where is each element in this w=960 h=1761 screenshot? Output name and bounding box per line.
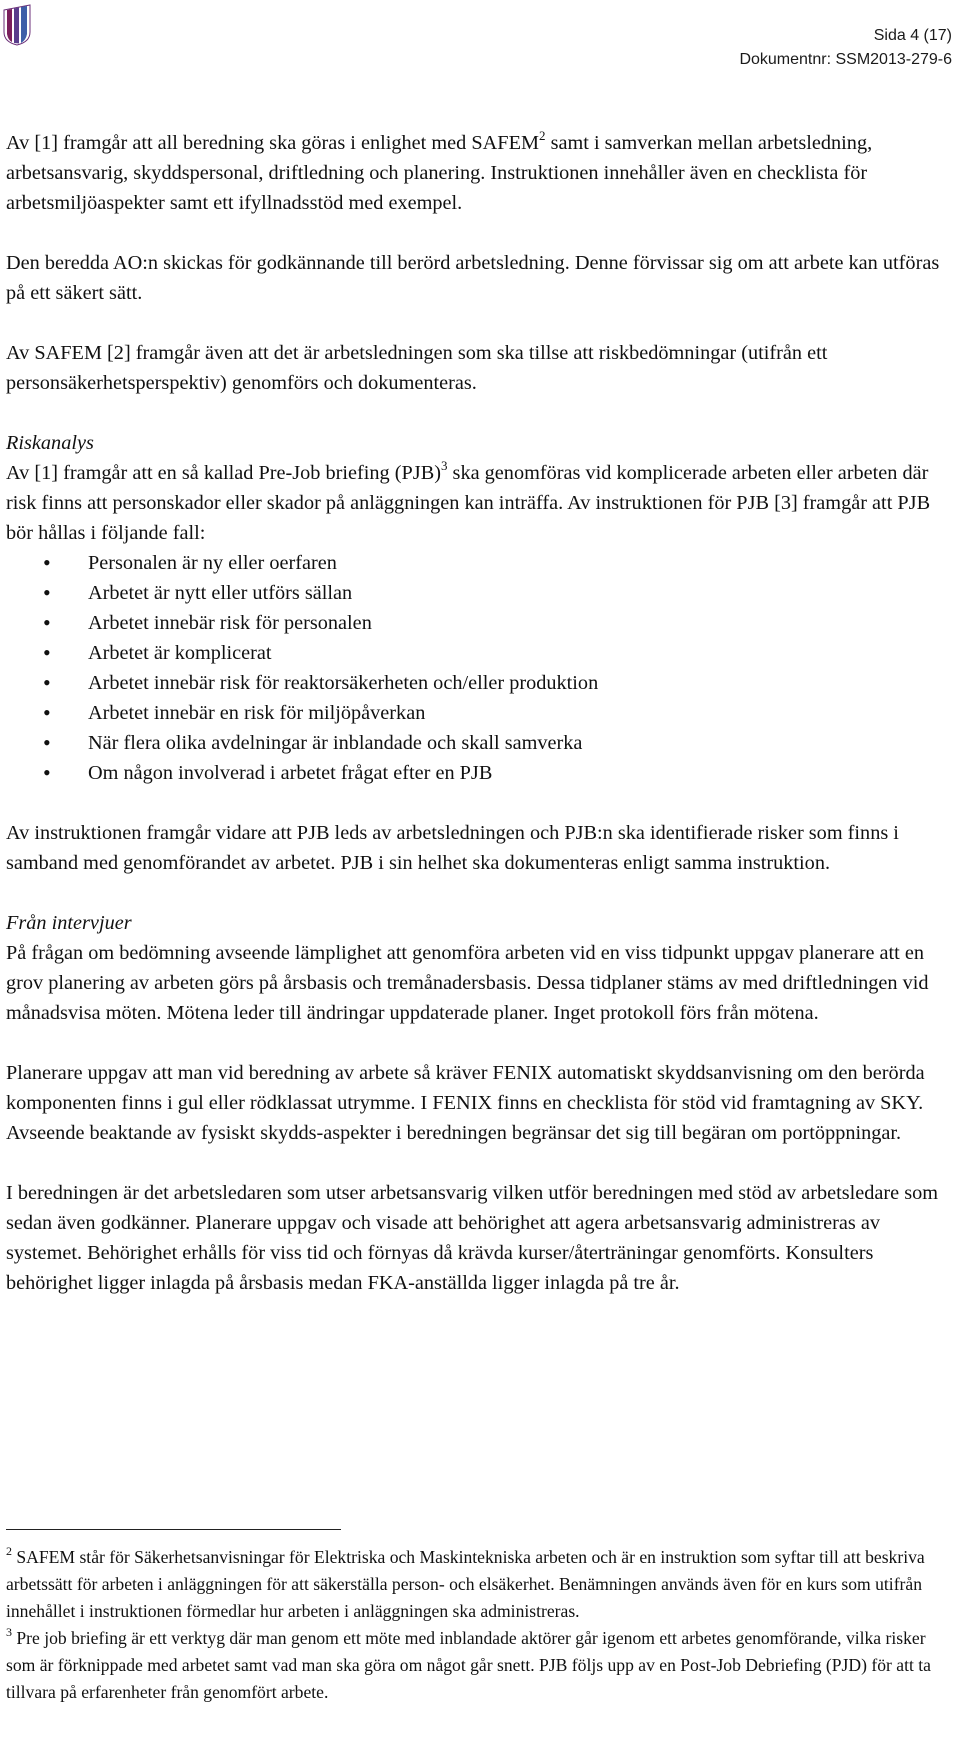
paragraph-planning: På frågan om bedömning avseende lämplighet att genomföra arbeten vid en viss tidpunkt uppgav planerare att en grov planering av arbeten görs på årsbasis och tremånadersbasis. Dessa tidplaner stäms av med driftledningen vid månadsvisa möten. Mötena leder till ändringar uppdaterade planer. Inget protokoll förs från mötena. <box>6 942 929 1024</box>
list-item: • När flera olika avdelningar är inblandade och skall samverka <box>6 728 946 758</box>
footnote-ref-3[interactable]: 3 <box>440 458 448 474</box>
paragraph-pjb-leadership: Av instruktionen framgår vidare att PJB leds av arbetsledningen och PJB:n ska identifierade risker som finns i samband med genomförandet av arbetet. PJB i sin helhet ska dokumenteras enligt samma instruktion. <box>6 822 899 874</box>
paragraph-safem-intro: Av [1] framgår att all beredning ska göras i enlighet med SAFEM$^2$ samt i samverkan mellan arbetsledning, arbetsansvarig, skyddspersonal, driftledning och planering. Instruktionen innehåller även en checklista för arbetsmiljöaspekter samt ett ifyllnadsstöd med exempel. <box>6 128 873 214</box>
document-body <box>6 128 946 1298</box>
paragraph-pjb: Av [1] framgår att en så kallad Pre-Job briefing (PJB)$^3$ ska genomföras vid komplicerade arbeten eller arbeten där risk finns att personskador eller skador på anläggningen kan inträffa. Av instruktionen för PJB [3] framgår att PJB bör hållas i följande fall: <box>6 458 931 544</box>
paragraph-fenix: Planerare uppgav att man vid beredning av arbete så kräver FENIX automatiskt skyddsanvisning om den berörda komponenten finns i gul eller rödklassat utrymme. I FENIX finns en checklista för stöd vid framtagning av SKY. Avseende beaktande av fysiskt skydds-aspekter i beredningen begränsar det sig till begäran om portöppningar. <box>6 1062 925 1144</box>
footnote-3: $^3$ Pre job briefing är ett verktyg där man genom ett möte med inblandade aktörer går igenom ett arbetes genomförande, vilka risker som är förknippade med arbetet samt vad man ska göra om något går snett. PJB följs upp av en Post-Job Debriefing (PJD) för att ta tillvara på erfarenheter från genomfört arbete. <box>6 1625 931 1702</box>
footnote-mark: 2 <box>6 1544 12 1559</box>
list-item: • Arbetet innebär risk för reaktorsäkerheten och/eller produktion <box>6 668 946 698</box>
footnote-2: $^2$ SAFEM står för Säkerhetsanvisningar för Elektriska och Maskintekniska arbeten och är en instruktion som syftar till att beskriva arbetssätt för arbeten i anläggningen för att säkerställa person- och elsäkerhet. Benämningen används även för en kurs som utifrån innehållet i instruktionen förmedlar hur arbeten i anläggningen ska administreras. <box>6 1544 925 1621</box>
pjb-conditions-list <box>6 548 946 788</box>
list-item: • Om någon involverad i arbetet frågat efter en PJB <box>6 758 946 788</box>
footnote-mark: 3 <box>6 1625 12 1640</box>
page-header <box>739 24 952 72</box>
section-heading-interviews: Från intervjuer <box>6 912 132 934</box>
footnotes <box>6 1544 941 1706</box>
page-number: Sida 4 (17) <box>873 27 952 44</box>
section-heading-riskanalys: Riskanalys <box>6 432 94 454</box>
list-item: • Arbetet innebär risk för personalen <box>6 608 946 638</box>
list-item: • Arbetet är nytt eller utförs sällan <box>6 578 946 608</box>
document-number: Dokumentnr: SSM2013-279-6 <box>739 51 952 68</box>
footnote-separator <box>6 1529 341 1530</box>
list-item: • Arbetet är komplicerat <box>6 638 946 668</box>
footnote-ref-2[interactable]: 2 <box>539 128 546 144</box>
list-item: • Personalen är ny eller oerfaren <box>6 548 946 578</box>
paragraph-approval: Den beredda AO:n skickas för godkännande till berörd arbetsledning. Denne förvissar sig om att arbete kan utföras på ett säkert sätt. <box>6 252 940 304</box>
striped-shield-logo <box>3 4 31 46</box>
list-item: • Arbetet innebär en risk för miljöpåverkan <box>6 698 946 728</box>
paragraph-risk-assessment: Av SAFEM [2] framgår även att det är arbetsledningen som ska tillse att riskbedömningar (utifrån ett personsäkerhetsperspektiv) genomförs och dokumenteras. <box>6 342 828 394</box>
paragraph-authorization: I beredningen är det arbetsledaren som utser arbetsansvarig vilken utför beredningen med stöd av arbetsledare som sedan även godkänner. Planerare uppgav och visade att behörighet att agera arbetsansvarig administreras av systemet. Behörighet erhålls för viss tid och förnyas då krävda kurser/återträningar genomförts. Konsulters behörighet ligger inlagda på årsbasis medan FKA-anställda ligger inlagda på tre år. <box>6 1182 939 1294</box>
